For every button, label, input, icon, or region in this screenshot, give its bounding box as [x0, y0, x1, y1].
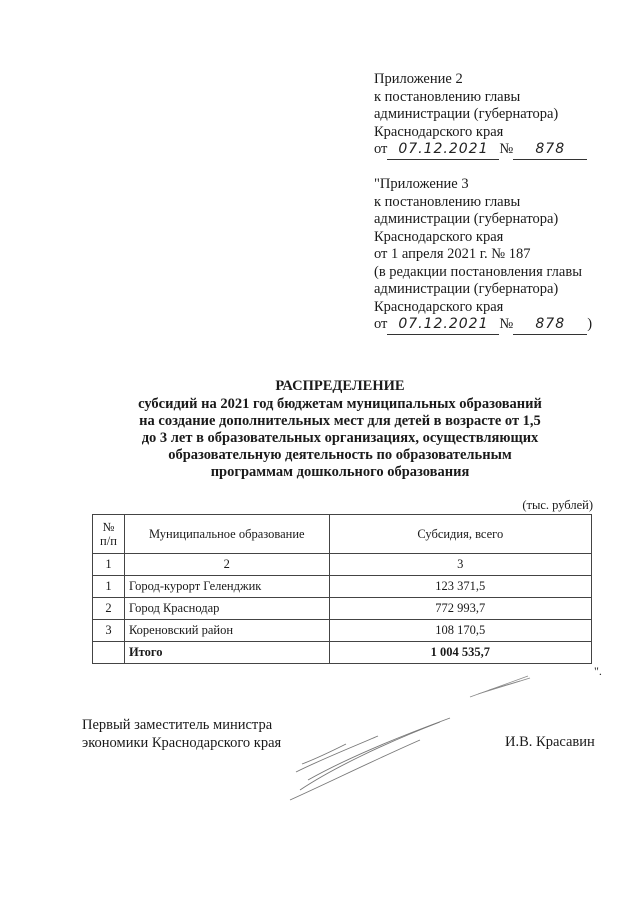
total-subsidy: 1 004 535,7 [329, 642, 591, 664]
quoted-line: Краснодарского края [374, 298, 504, 315]
z-line-strokes [470, 676, 530, 697]
row-subsidy: 772 993,7 [329, 598, 591, 620]
date-prefix: от [374, 316, 388, 332]
row-subsidy: 108 170,5 [329, 620, 591, 642]
row-municipality: Кореновский район [124, 620, 329, 642]
quoted-line: (в редакции постановления главы [374, 263, 582, 280]
number-sign: № [499, 141, 514, 157]
signatory-position [82, 717, 281, 752]
position-line: Первый заместитель министра [82, 717, 273, 733]
quoted-line: к постановлению главы [374, 193, 521, 210]
handwritten-number: 878 [513, 141, 587, 160]
document-subtitle-line: до 3 лет в образовательных организациях, осуществляющих [141, 430, 539, 446]
row-subsidy: 123 371,5 [329, 576, 591, 598]
position-line: экономики Краснодарского края [82, 734, 282, 751]
quoted-line: от 1 апреля 2021 г. № 187 [374, 246, 531, 262]
handwritten-number: 878 [513, 316, 587, 335]
number-sign: № [499, 316, 514, 332]
row-num: 1 [93, 576, 125, 598]
document-subtitle-line: образовательную деятельность по образовательным [168, 447, 512, 463]
quoted-line: Краснодарского края [374, 228, 504, 245]
quoted-line: администрации (губернатора) [374, 281, 559, 297]
units-label: (тыс. рублей) [522, 498, 593, 512]
appendix-line: Приложение 2 [374, 71, 463, 87]
header-municipality: Муниципальное образование [124, 515, 329, 554]
row-municipality: Город-курорт Геленджик [124, 576, 329, 598]
column-number: 2 [124, 554, 329, 576]
handwritten-date: 07.12.2021 [387, 141, 499, 160]
date-prefix: от [374, 141, 388, 157]
document-title: РАСПРЕДЕЛЕНИЕ [275, 378, 405, 394]
header-num: № п/п [93, 515, 125, 554]
handwritten-signature [290, 718, 450, 800]
column-number: 3 [329, 554, 591, 576]
handwritten-date: 07.12.2021 [387, 316, 499, 335]
column-number: 1 [93, 554, 125, 576]
row-municipality: Город Краснодар [124, 598, 329, 620]
document-subtitle-line: программам дошкольного образования [210, 464, 470, 480]
quoted-line: администрации (губернатора) [374, 211, 559, 227]
appendix-line: к постановлению главы [374, 88, 521, 105]
document-subtitle-line: субсидий на 2021 год бюджетам муниципальных образований [138, 396, 542, 412]
signatory-name: И.В. Красавин [505, 734, 595, 750]
row-num: 3 [93, 620, 125, 642]
closing-quote-mark: ". [594, 664, 602, 678]
closing-paren: ) [587, 316, 593, 332]
quoted-line: "Приложение 3 [374, 176, 469, 192]
row-num: 2 [93, 598, 125, 620]
header-subsidy: Субсидия, всего [329, 515, 591, 554]
appendix-line: Краснодарского края [374, 123, 504, 140]
appendix-line: администрации (губернатора) [374, 106, 559, 122]
document-subtitle-line: на создание дополнительных мест для детей в возрасте от 1,5 [139, 413, 541, 429]
total-label: Итого [124, 642, 329, 664]
